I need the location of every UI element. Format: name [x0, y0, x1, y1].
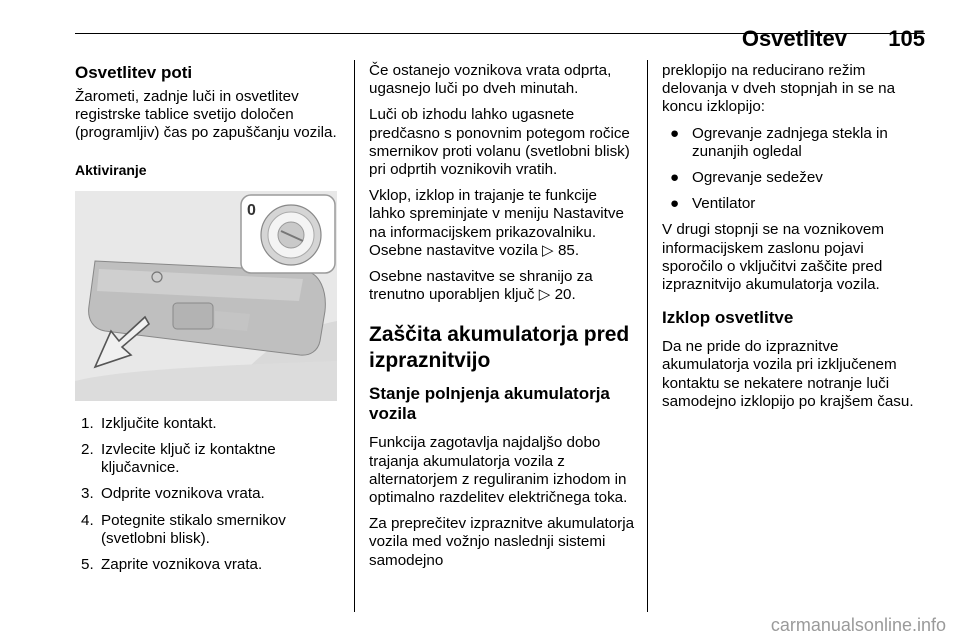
section-heading: Osvetlitev poti [75, 63, 193, 82]
page-number: 105 [888, 26, 925, 51]
bullet-icon: ● [670, 169, 680, 187]
paragraph: Če ostanejo voznikova vrata odprta, ugasnejo luči po dveh minutah. [369, 62, 612, 98]
paragraph: preklopijo na reducirano režim delovanja v dveh stopnjah in se na koncu izklopijo: [662, 62, 896, 116]
list-item: 2. Izvlecite ključ iz kontaktne ključavnice. [81, 441, 276, 477]
column-3 [662, 62, 928, 419]
lever-illustration-svg [75, 191, 337, 401]
paragraph: V drugi stopnji se na voznikovem informacijskem zaslonu pojavi sporočilo o vključitvi zaščite pred izpraznitvijo akumulatorja vozila. [662, 221, 885, 294]
header-rule [75, 33, 925, 34]
chapter-heading: Zaščita akumulatorja pred izpraznitvijo [369, 323, 630, 373]
section-heading: Izklop osvetlitve [662, 308, 794, 328]
column-divider [647, 60, 648, 612]
paragraph: Za preprečitev izpraznitve akumulatorja vozila med vožnjo naslednji sistemi samodejno [369, 515, 635, 569]
paragraph: Osebne nastavitve se shranijo za trenutno uporabljen ključ ▷ 20. [369, 268, 593, 304]
list-item: ● Ogrevanje zadnjega stekla in zunanjih ogledal [670, 124, 888, 160]
section-title: Osvetlitev [741, 26, 847, 51]
bullet-list [662, 125, 928, 214]
steps-list [75, 415, 337, 574]
list-item: 1. Izključite kontakt. [81, 414, 217, 432]
column-2 [369, 62, 635, 578]
intro-paragraph: Žarometi, zadnje luči in osvetlitev registrske tablice svetijo določen (programljiv) čas po zapuščanju vozila. [75, 88, 337, 142]
list-item: ● Ventilator [670, 195, 756, 213]
column-1 [75, 62, 337, 582]
list-item: 3. Odprite voznikova vrata. [81, 485, 265, 503]
list-item: 5. Zaprite voznikova vrata. [81, 556, 263, 574]
bullet-icon: ● [670, 195, 680, 213]
watermark: carmanualsonline.info [770, 615, 946, 635]
column-divider [354, 60, 355, 612]
paragraph: Funkcija zagotavlja najdaljšo dobo trajanja akumulatorja vozila z alternatorjem z reguliranim izhodom in optimalno razdelitev električnega toka. [369, 434, 628, 507]
lever-illustration [75, 191, 337, 401]
paragraph: Da ne pride do izpraznitve akumulatorja vozila pri izključenem kontaktu se nekatere notranje luči samodejno izklopijo po krajšem času. [662, 338, 914, 410]
list-item: 4. Potegnite stikalo smernikov (svetlobni blisk). [81, 511, 286, 547]
paragraph: Vklop, izklop in trajanje te funkcije lahko spreminjate v meniju Nastavitve na informacijskem prikazovalniku. Osebne nastavitve vozila ▷ 85. [369, 187, 624, 259]
page-header [75, 26, 925, 56]
paragraph: Luči ob izhodu lahko ugasnete predčasno s ponovnim potegom ročice smernikov proti volanu (svetlobni blisk) pri odprtih voznikovih vratih. [369, 106, 630, 179]
list-item: ● Ogrevanje sedežev [670, 169, 823, 187]
subheading: Aktiviranje [75, 161, 147, 178]
section-heading: Stanje polnjenja akumulatorja vozila [369, 384, 610, 424]
key-position-label: 0 [247, 201, 256, 219]
bullet-icon: ● [670, 124, 680, 142]
